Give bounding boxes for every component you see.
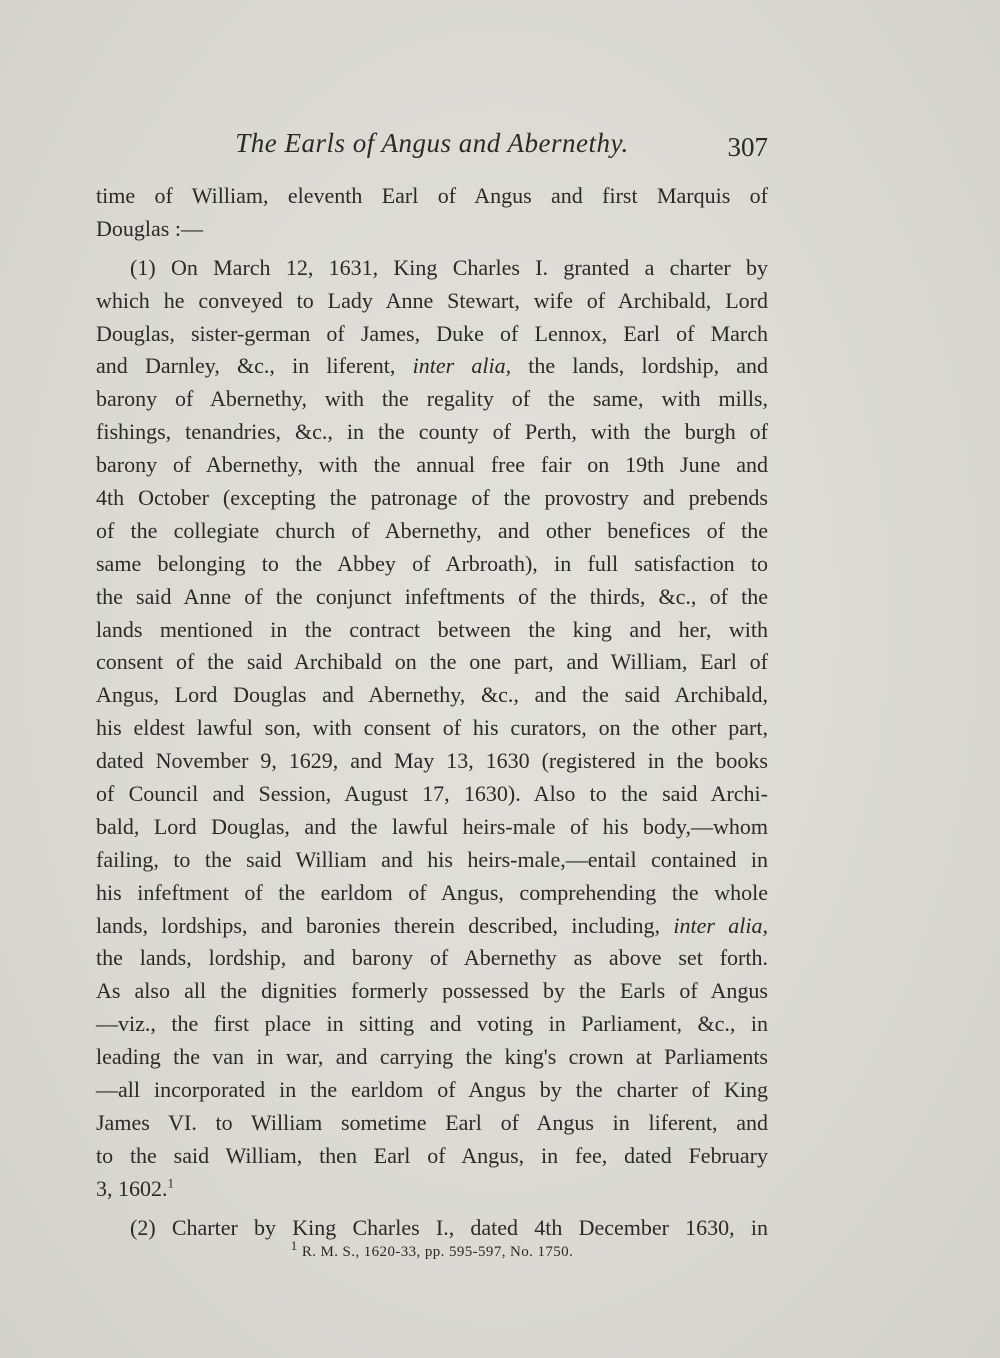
text-line: dated November 9, 1629, and May 13, 1630 (registered in the books: [96, 748, 768, 774]
text-line: the lands, lordship, and barony of Abernethy as above set forth.: [96, 945, 768, 971]
body-text: [96, 180, 768, 1245]
text-segment: lands, lordships, and baronies therein described, including,: [96, 912, 661, 938]
text-line: (2) Charter by King Charles I., dated 4th December 1630, in: [130, 1214, 768, 1240]
text-line: bald, Lord Douglas, and the lawful heirs-male of his body,—whom: [96, 813, 768, 839]
text-line: Douglas, sister-german of James, Duke of Lennox, Earl of March: [96, 320, 768, 346]
italic-phrase: inter alia,: [412, 353, 512, 379]
text-line: lands mentioned in the contract between the king and her, with: [96, 616, 768, 642]
text-line: his eldest lawful son, with consent of his curators, on the other part,: [96, 715, 768, 741]
text-line: —all incorporated in the earldom of Angus by the charter of King: [96, 1077, 768, 1103]
text-line: [96, 350, 768, 383]
running-head: [96, 128, 768, 168]
text-line: Douglas :—: [96, 215, 203, 241]
text-line: (1) On March 12, 1631, King Charles I. granted a charter by: [130, 254, 768, 280]
text-line: his infeftment of the earldom of Angus, comprehending the whole: [96, 879, 768, 905]
text-line: failing, to the said William and his heirs-male,—entail contained in: [96, 846, 768, 872]
footnote-text: R. M. S., 1620-33, pp. 595-597, No. 1750.: [301, 1244, 574, 1260]
text-segment: the lands, lordship, and: [528, 353, 769, 379]
page-number: 307: [727, 132, 768, 162]
text-line: —viz., the first place in sitting and voting in Parliament, &c., in: [96, 1011, 768, 1037]
text-line: 4th October (excepting the patronage of the provostry and prebends: [96, 485, 768, 511]
text-segment: 3, 1602.: [96, 1175, 168, 1201]
text-segment: and Darnley, &c., in liferent,: [96, 353, 396, 379]
text-line: barony of Abernethy, with the annual free fair on 19th June and: [96, 452, 768, 478]
text-line: James VI. to William sometime Earl of Angus in liferent, and: [96, 1109, 768, 1135]
text-line: of Council and Session, August 17, 1630). Also to the said Archi-: [96, 781, 768, 807]
text-line: consent of the said Archibald on the one part, and William, Earl of: [96, 649, 768, 675]
page-title: The Earls of Angus and Abernethy.: [235, 128, 629, 158]
footnote-marker: 1: [290, 1238, 298, 1253]
text-line: leading the van in war, and carrying the king's crown at Parliaments: [96, 1044, 768, 1070]
text-line: same belonging to the Abbey of Arbroath), in full satisfaction to: [96, 550, 768, 576]
text-line: fishings, tenandries, &c., in the county of Perth, with the burgh of: [96, 419, 768, 445]
italic-phrase: inter alia,: [673, 912, 769, 938]
text-line: time of William, eleventh Earl of Angus and first Marquis of: [96, 183, 768, 208]
text-line: Angus, Lord Douglas and Abernethy, &c., and the said Archibald,: [96, 682, 768, 708]
text-line: the said Anne of the conjunct infeftments of the thirds, &c., of the: [96, 583, 768, 609]
text-line: As also all the dignities formerly possessed by the Earls of Angus: [96, 978, 768, 1004]
text-line: of the collegiate church of Abernethy, and other benefices of the: [96, 517, 768, 543]
footnote: [96, 1238, 768, 1261]
text-line: which he conveyed to Lady Anne Stewart, wife of Archibald, Lord: [96, 287, 768, 313]
text-line: barony of Abernethy, with the regality of the same, with mills,: [96, 386, 768, 412]
text-line: to the said William, then Earl of Angus, in fee, dated February: [96, 1142, 768, 1168]
footnote-ref: 1: [167, 1175, 174, 1191]
text-line: [96, 1173, 768, 1206]
text-line: [96, 910, 768, 943]
